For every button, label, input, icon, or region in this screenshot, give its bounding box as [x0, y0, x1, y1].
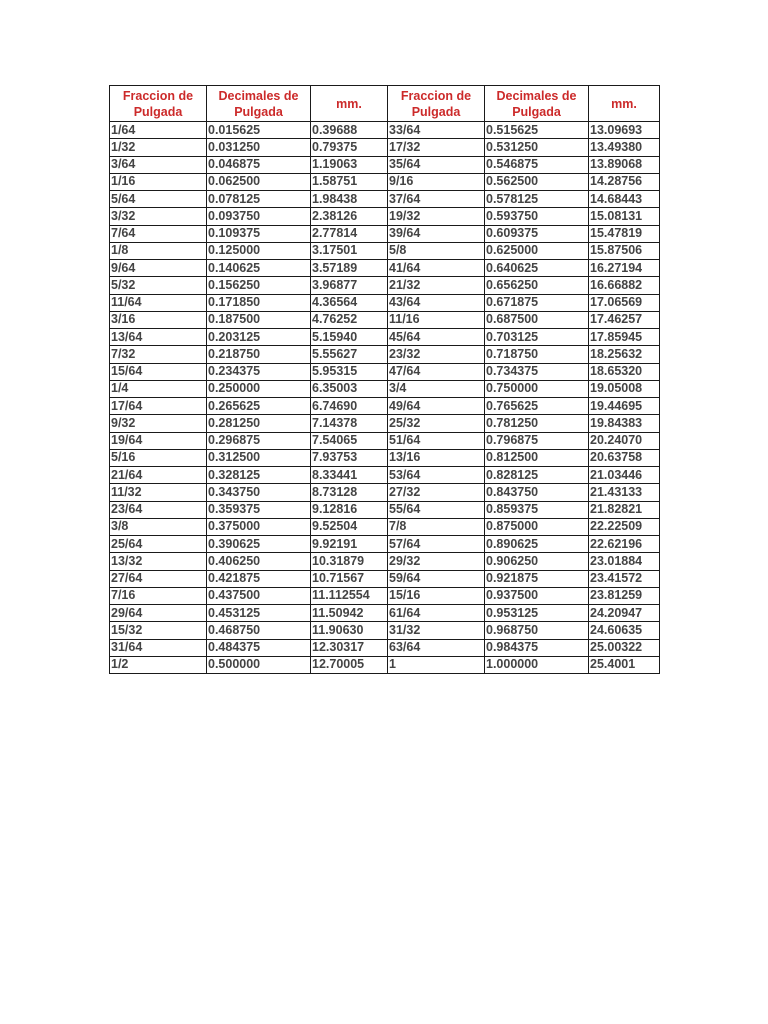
- table-row: [110, 639, 660, 656]
- cell-decimal: 0.046875: [207, 156, 311, 173]
- cell-fraction: 29/64: [110, 605, 207, 622]
- cell-decimal: 0.625000: [485, 242, 589, 259]
- cell-fraction: 49/64: [388, 398, 485, 415]
- table-row: [110, 277, 660, 294]
- table-body: [110, 122, 660, 674]
- cell-decimal: 0.781250: [485, 415, 589, 432]
- cell-mm: 24.60635: [589, 622, 660, 639]
- cell-fraction: 13/16: [388, 449, 485, 466]
- cell-mm: 9.12816: [311, 501, 388, 518]
- cell-decimal: 0.062500: [207, 173, 311, 190]
- cell-decimal: 0.593750: [485, 208, 589, 225]
- cell-fraction: 53/64: [388, 467, 485, 484]
- cell-decimal: 0.937500: [485, 587, 589, 604]
- table-row: [110, 139, 660, 156]
- cell-mm: 0.79375: [311, 139, 388, 156]
- cell-fraction: 27/32: [388, 484, 485, 501]
- cell-fraction: 17/64: [110, 398, 207, 415]
- table-row: [110, 363, 660, 380]
- table-row: [110, 260, 660, 277]
- cell-fraction: 1/64: [110, 122, 207, 139]
- cell-decimal: 0.546875: [485, 156, 589, 173]
- cell-fraction: 41/64: [388, 260, 485, 277]
- cell-fraction: 7/8: [388, 518, 485, 535]
- cell-mm: 5.55627: [311, 346, 388, 363]
- cell-fraction: 37/64: [388, 191, 485, 208]
- cell-decimal: 0.093750: [207, 208, 311, 225]
- cell-decimal: 0.984375: [485, 639, 589, 656]
- cell-fraction: 63/64: [388, 639, 485, 656]
- cell-fraction: 9/64: [110, 260, 207, 277]
- cell-fraction: 11/64: [110, 294, 207, 311]
- cell-mm: 1.98438: [311, 191, 388, 208]
- cell-fraction: 5/64: [110, 191, 207, 208]
- cell-fraction: 9/32: [110, 415, 207, 432]
- cell-decimal: 0.640625: [485, 260, 589, 277]
- cell-mm: 7.93753: [311, 449, 388, 466]
- cell-fraction: 3/8: [110, 518, 207, 535]
- table-row: [110, 191, 660, 208]
- cell-mm: 21.03446: [589, 467, 660, 484]
- cell-decimal: 0.453125: [207, 605, 311, 622]
- cell-mm: 17.06569: [589, 294, 660, 311]
- cell-mm: 2.77814: [311, 225, 388, 242]
- table-row: [110, 536, 660, 553]
- cell-mm: 11.112554: [311, 587, 388, 604]
- cell-fraction: 35/64: [388, 156, 485, 173]
- cell-decimal: 0.375000: [207, 518, 311, 535]
- cell-fraction: 59/64: [388, 570, 485, 587]
- cell-mm: 6.35003: [311, 380, 388, 397]
- table-row: [110, 605, 660, 622]
- cell-fraction: 45/64: [388, 329, 485, 346]
- cell-mm: 25.00322: [589, 639, 660, 656]
- cell-fraction: 13/64: [110, 329, 207, 346]
- header-decimal: Decimales de Pulgada: [207, 86, 311, 122]
- header-fraction: Fraccion de Pulgada: [388, 86, 485, 122]
- cell-mm: 1.19063: [311, 156, 388, 173]
- cell-fraction: 19/64: [110, 432, 207, 449]
- cell-decimal: 0.140625: [207, 260, 311, 277]
- cell-fraction: 9/16: [388, 173, 485, 190]
- table-row: [110, 553, 660, 570]
- cell-decimal: 0.031250: [207, 139, 311, 156]
- table-row: [110, 122, 660, 139]
- cell-decimal: 0.656250: [485, 277, 589, 294]
- table-row: [110, 501, 660, 518]
- cell-mm: 25.4001: [589, 656, 660, 673]
- table-row: [110, 415, 660, 432]
- cell-decimal: 0.015625: [207, 122, 311, 139]
- cell-fraction: 29/32: [388, 553, 485, 570]
- cell-fraction: 15/64: [110, 363, 207, 380]
- table-row: [110, 294, 660, 311]
- cell-decimal: 0.578125: [485, 191, 589, 208]
- header-mm: mm.: [589, 86, 660, 122]
- cell-mm: 9.52504: [311, 518, 388, 535]
- cell-fraction: 5/16: [110, 449, 207, 466]
- header-decimal: Decimales de Pulgada: [485, 86, 589, 122]
- cell-decimal: 0.218750: [207, 346, 311, 363]
- cell-mm: 18.25632: [589, 346, 660, 363]
- cell-decimal: 0.562500: [485, 173, 589, 190]
- cell-mm: 11.90630: [311, 622, 388, 639]
- cell-mm: 3.57189: [311, 260, 388, 277]
- table-row: [110, 156, 660, 173]
- table-row: [110, 380, 660, 397]
- cell-decimal: 0.843750: [485, 484, 589, 501]
- cell-decimal: 0.390625: [207, 536, 311, 553]
- cell-fraction: 55/64: [388, 501, 485, 518]
- cell-mm: 3.17501: [311, 242, 388, 259]
- cell-decimal: 0.828125: [485, 467, 589, 484]
- table-row: [110, 656, 660, 673]
- cell-fraction: 13/32: [110, 553, 207, 570]
- cell-fraction: 25/32: [388, 415, 485, 432]
- cell-fraction: 31/32: [388, 622, 485, 639]
- cell-mm: 6.74690: [311, 398, 388, 415]
- table-row: [110, 242, 660, 259]
- cell-decimal: 0.328125: [207, 467, 311, 484]
- cell-decimal: 0.468750: [207, 622, 311, 639]
- cell-mm: 22.62196: [589, 536, 660, 553]
- cell-decimal: 0.296875: [207, 432, 311, 449]
- cell-mm: 18.65320: [589, 363, 660, 380]
- cell-fraction: 51/64: [388, 432, 485, 449]
- table-row: [110, 173, 660, 190]
- cell-mm: 17.85945: [589, 329, 660, 346]
- table-row: [110, 329, 660, 346]
- cell-mm: 12.30317: [311, 639, 388, 656]
- cell-decimal: 0.671875: [485, 294, 589, 311]
- cell-fraction: 31/64: [110, 639, 207, 656]
- cell-decimal: 0.875000: [485, 518, 589, 535]
- cell-fraction: 23/64: [110, 501, 207, 518]
- cell-mm: 4.36564: [311, 294, 388, 311]
- cell-mm: 20.24070: [589, 432, 660, 449]
- cell-mm: 14.28756: [589, 173, 660, 190]
- table-row: [110, 346, 660, 363]
- cell-fraction: 1/2: [110, 656, 207, 673]
- cell-fraction: 5/8: [388, 242, 485, 259]
- cell-mm: 23.01884: [589, 553, 660, 570]
- cell-fraction: 17/32: [388, 139, 485, 156]
- cell-fraction: 15/32: [110, 622, 207, 639]
- cell-mm: 15.08131: [589, 208, 660, 225]
- table-row: [110, 467, 660, 484]
- cell-decimal: 0.484375: [207, 639, 311, 656]
- cell-decimal: 0.890625: [485, 536, 589, 553]
- cell-mm: 12.70005: [311, 656, 388, 673]
- cell-decimal: 0.515625: [485, 122, 589, 139]
- cell-mm: 4.76252: [311, 311, 388, 328]
- cell-mm: 21.82821: [589, 501, 660, 518]
- cell-decimal: 0.203125: [207, 329, 311, 346]
- table-row: [110, 449, 660, 466]
- table-row: [110, 570, 660, 587]
- cell-mm: 5.15940: [311, 329, 388, 346]
- cell-decimal: 0.250000: [207, 380, 311, 397]
- table-row: [110, 484, 660, 501]
- cell-fraction: 47/64: [388, 363, 485, 380]
- cell-decimal: 0.812500: [485, 449, 589, 466]
- cell-decimal: 0.234375: [207, 363, 311, 380]
- cell-mm: 19.05008: [589, 380, 660, 397]
- cell-fraction: 3/32: [110, 208, 207, 225]
- cell-fraction: 3/4: [388, 380, 485, 397]
- cell-fraction: 3/16: [110, 311, 207, 328]
- header-row: [110, 86, 660, 122]
- cell-mm: 9.92191: [311, 536, 388, 553]
- cell-decimal: 0.500000: [207, 656, 311, 673]
- cell-fraction: 57/64: [388, 536, 485, 553]
- cell-decimal: 0.156250: [207, 277, 311, 294]
- cell-fraction: 39/64: [388, 225, 485, 242]
- cell-decimal: 0.125000: [207, 242, 311, 259]
- cell-mm: 19.84383: [589, 415, 660, 432]
- cell-decimal: 0.187500: [207, 311, 311, 328]
- cell-mm: 15.47819: [589, 225, 660, 242]
- table-row: [110, 587, 660, 604]
- cell-decimal: 0.109375: [207, 225, 311, 242]
- cell-fraction: 5/32: [110, 277, 207, 294]
- cell-decimal: 0.750000: [485, 380, 589, 397]
- cell-mm: 15.87506: [589, 242, 660, 259]
- cell-mm: 7.14378: [311, 415, 388, 432]
- table-row: [110, 518, 660, 535]
- cell-mm: 13.09693: [589, 122, 660, 139]
- cell-decimal: 0.734375: [485, 363, 589, 380]
- table-row: [110, 432, 660, 449]
- cell-mm: 19.44695: [589, 398, 660, 415]
- cell-fraction: 1/32: [110, 139, 207, 156]
- cell-fraction: 21/32: [388, 277, 485, 294]
- cell-fraction: 33/64: [388, 122, 485, 139]
- cell-decimal: 0.359375: [207, 501, 311, 518]
- cell-mm: 2.38126: [311, 208, 388, 225]
- cell-mm: 20.63758: [589, 449, 660, 466]
- cell-mm: 22.22509: [589, 518, 660, 535]
- cell-decimal: 0.312500: [207, 449, 311, 466]
- cell-fraction: 43/64: [388, 294, 485, 311]
- table-row: [110, 622, 660, 639]
- cell-mm: 10.71567: [311, 570, 388, 587]
- cell-decimal: 0.406250: [207, 553, 311, 570]
- cell-fraction: 7/32: [110, 346, 207, 363]
- conversion-table: [109, 85, 660, 674]
- cell-decimal: 0.078125: [207, 191, 311, 208]
- cell-fraction: 7/64: [110, 225, 207, 242]
- table-row: [110, 208, 660, 225]
- cell-mm: 23.41572: [589, 570, 660, 587]
- cell-fraction: 11/16: [388, 311, 485, 328]
- cell-fraction: 21/64: [110, 467, 207, 484]
- cell-mm: 16.66882: [589, 277, 660, 294]
- cell-mm: 11.50942: [311, 605, 388, 622]
- cell-decimal: 0.703125: [485, 329, 589, 346]
- cell-mm: 7.54065: [311, 432, 388, 449]
- cell-fraction: 23/32: [388, 346, 485, 363]
- table-row: [110, 311, 660, 328]
- cell-mm: 24.20947: [589, 605, 660, 622]
- cell-fraction: 3/64: [110, 156, 207, 173]
- table-row: [110, 225, 660, 242]
- cell-mm: 0.39688: [311, 122, 388, 139]
- cell-mm: 13.89068: [589, 156, 660, 173]
- table-row: [110, 398, 660, 415]
- cell-fraction: 11/32: [110, 484, 207, 501]
- cell-fraction: 1/16: [110, 173, 207, 190]
- cell-decimal: 0.531250: [485, 139, 589, 156]
- cell-mm: 23.81259: [589, 587, 660, 604]
- cell-fraction: 27/64: [110, 570, 207, 587]
- cell-decimal: 0.765625: [485, 398, 589, 415]
- cell-decimal: 0.687500: [485, 311, 589, 328]
- cell-mm: 8.73128: [311, 484, 388, 501]
- cell-mm: 17.46257: [589, 311, 660, 328]
- cell-mm: 14.68443: [589, 191, 660, 208]
- cell-mm: 21.43133: [589, 484, 660, 501]
- cell-decimal: 0.171850: [207, 294, 311, 311]
- cell-mm: 8.33441: [311, 467, 388, 484]
- cell-mm: 13.49380: [589, 139, 660, 156]
- cell-mm: 3.96877: [311, 277, 388, 294]
- cell-decimal: 0.718750: [485, 346, 589, 363]
- cell-fraction: 25/64: [110, 536, 207, 553]
- cell-mm: 5.95315: [311, 363, 388, 380]
- header-mm: mm.: [311, 86, 388, 122]
- cell-fraction: 7/16: [110, 587, 207, 604]
- cell-mm: 16.27194: [589, 260, 660, 277]
- cell-decimal: 0.421875: [207, 570, 311, 587]
- cell-decimal: 0.281250: [207, 415, 311, 432]
- cell-fraction: 1/4: [110, 380, 207, 397]
- cell-fraction: 1/8: [110, 242, 207, 259]
- cell-fraction: 19/32: [388, 208, 485, 225]
- cell-decimal: 0.953125: [485, 605, 589, 622]
- cell-decimal: 0.859375: [485, 501, 589, 518]
- cell-decimal: 0.906250: [485, 553, 589, 570]
- cell-decimal: 0.265625: [207, 398, 311, 415]
- cell-decimal: 0.796875: [485, 432, 589, 449]
- cell-fraction: 61/64: [388, 605, 485, 622]
- cell-decimal: 0.968750: [485, 622, 589, 639]
- cell-fraction: 1: [388, 656, 485, 673]
- cell-mm: 10.31879: [311, 553, 388, 570]
- cell-fraction: 15/16: [388, 587, 485, 604]
- cell-decimal: 0.609375: [485, 225, 589, 242]
- header-fraction: Fraccion de Pulgada: [110, 86, 207, 122]
- cell-decimal: 0.437500: [207, 587, 311, 604]
- cell-mm: 1.58751: [311, 173, 388, 190]
- cell-decimal: 0.343750: [207, 484, 311, 501]
- cell-decimal: 0.921875: [485, 570, 589, 587]
- cell-decimal: 1.000000: [485, 656, 589, 673]
